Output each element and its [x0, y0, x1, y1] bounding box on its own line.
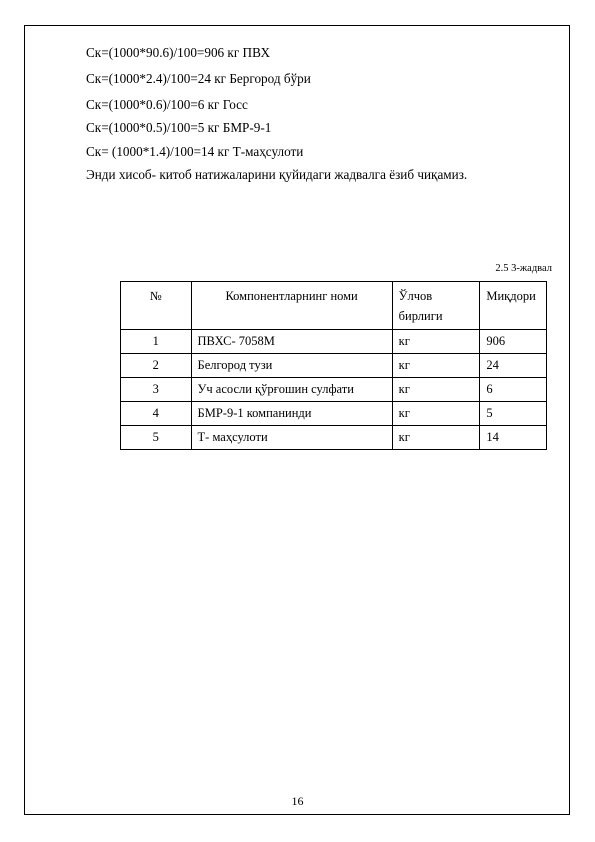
table-header-row: [121, 282, 547, 330]
cell-component: Уч асосли қўрғошин сулфати: [191, 378, 392, 402]
table-row: [121, 402, 547, 426]
cell-component: Т- маҳсулоти: [191, 426, 392, 450]
cell-unit: кг: [392, 426, 480, 450]
cell-unit: кг: [392, 402, 480, 426]
cell-quantity: 6: [480, 378, 547, 402]
formula-line-3: Ск=(1000*0.6)/100=6 кг Госс: [86, 97, 248, 112]
cell-component: ПВХС- 7058М: [191, 330, 392, 354]
table-row: [121, 354, 547, 378]
cell-unit: кг: [392, 378, 480, 402]
intro-text: Энди хисоб- китоб натижаларини қуйидаги жадвалга ёзиб чиқамиз.: [86, 167, 468, 182]
cell-number: 5: [121, 426, 192, 450]
components-table: [120, 281, 547, 450]
cell-number: 3: [121, 378, 192, 402]
cell-number: 2: [121, 354, 192, 378]
formula-line-1: Ск=(1000*90.6)/100=906 кг ПВХ: [86, 45, 271, 60]
header-quantity: Миқдори: [480, 282, 547, 330]
formula-line-4: Ск=(1000*0.5)/100=5 кг БМР-9-1: [86, 120, 272, 135]
header-number: №: [121, 282, 192, 330]
table-caption: 2.5 3-жадвал: [495, 263, 552, 274]
header-component-name: Компонентларнинг номи: [191, 282, 392, 330]
cell-component: Белгород тузи: [191, 354, 392, 378]
cell-number: 1: [121, 330, 192, 354]
formula-line-2: Ск=(1000*2.4)/100=24 кг Бергород бўри: [86, 71, 311, 86]
cell-quantity: 24: [480, 354, 547, 378]
cell-unit: кг: [392, 354, 480, 378]
table-row: [121, 426, 547, 450]
formula-line-5: Ск= (1000*1.4)/100=14 кг Т-маҳсулоти: [86, 144, 304, 159]
table-row: [121, 378, 547, 402]
header-unit: Ўлчов бирлиги: [392, 282, 480, 330]
cell-quantity: 14: [480, 426, 547, 450]
cell-quantity: 906: [480, 330, 547, 354]
page-number: 16: [291, 794, 304, 808]
cell-number: 4: [121, 402, 192, 426]
cell-component: БМР-9-1 компанинди: [191, 402, 392, 426]
cell-quantity: 5: [480, 402, 547, 426]
table-row: [121, 330, 547, 354]
cell-unit: кг: [392, 330, 480, 354]
